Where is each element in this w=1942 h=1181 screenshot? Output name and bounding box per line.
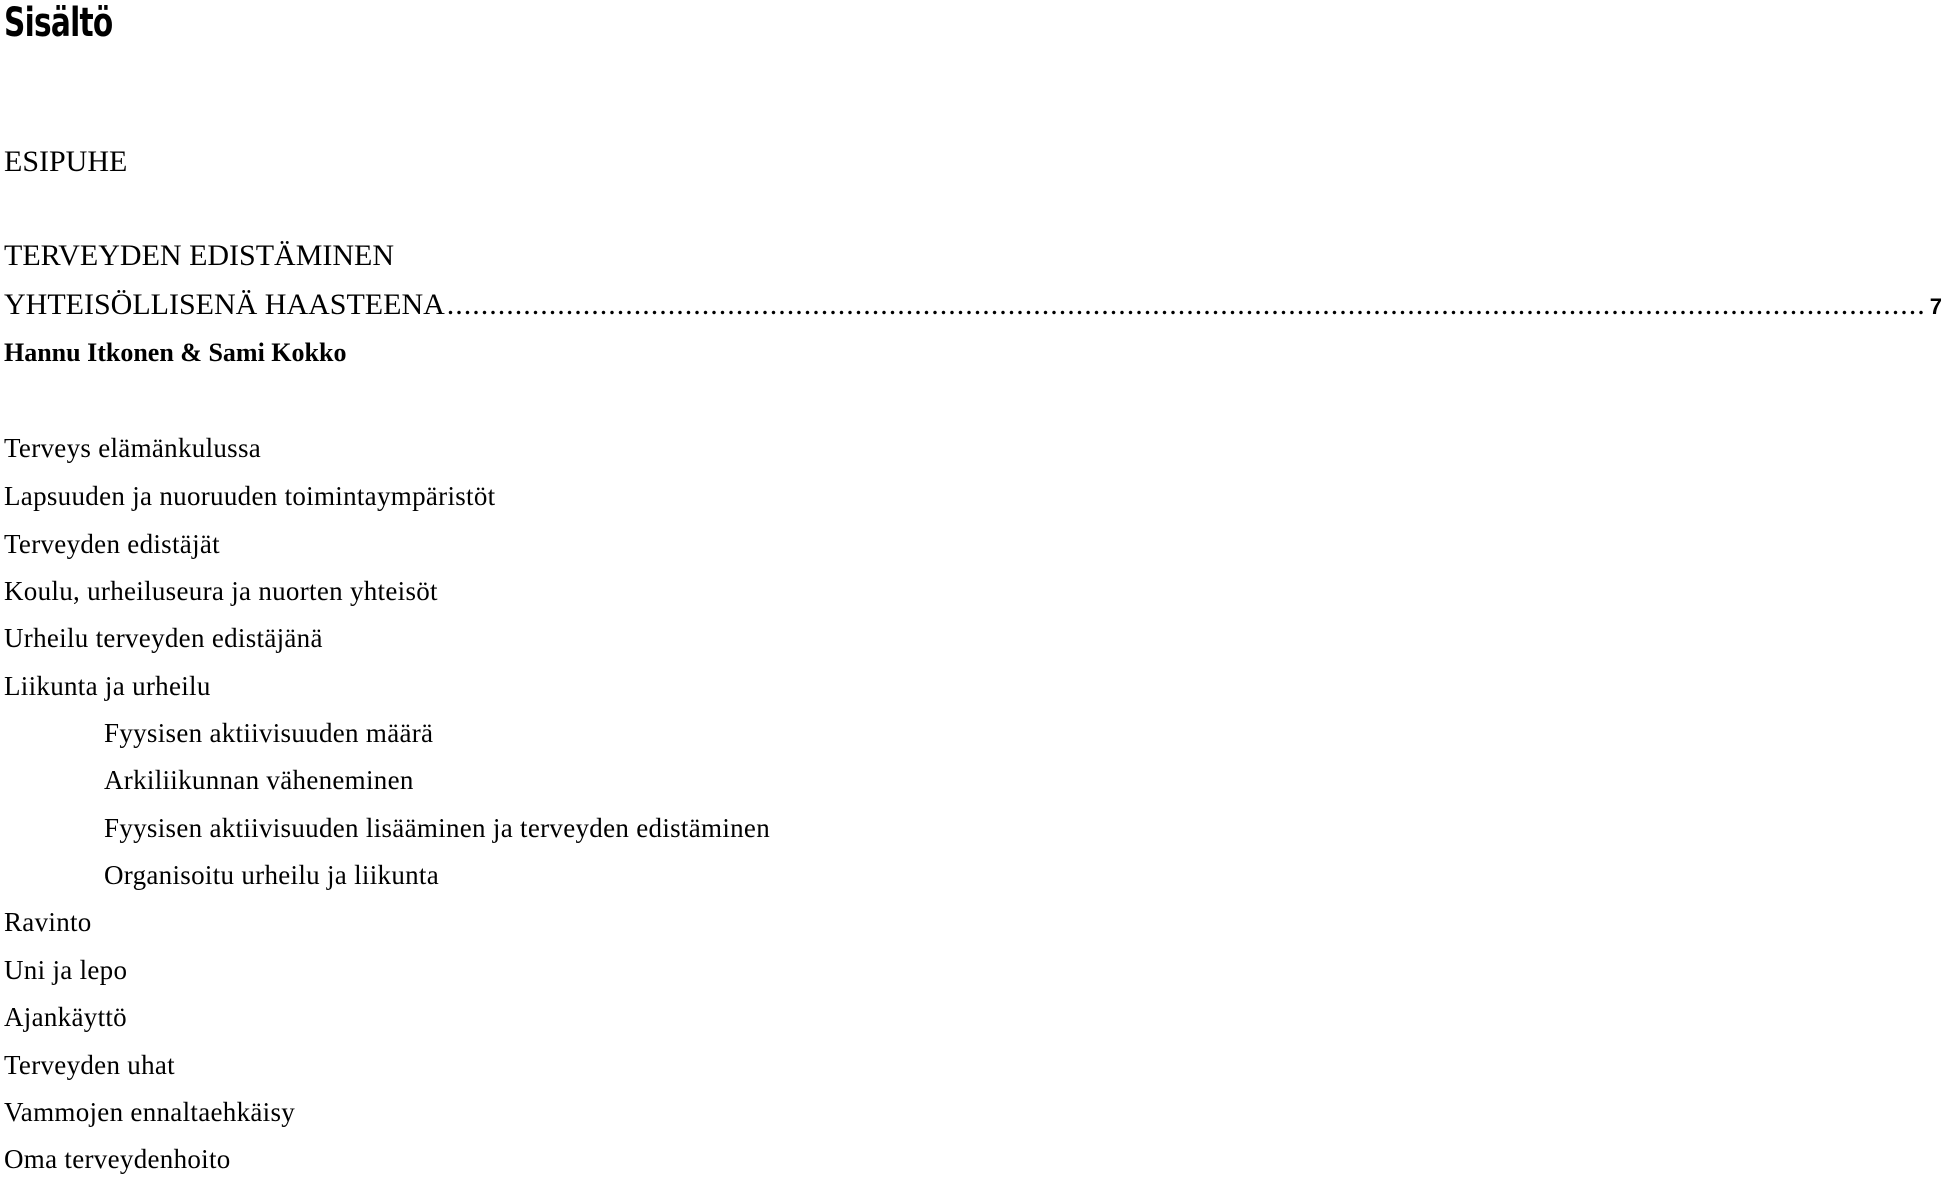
toc-subitem-aktiivisuuden-lisaaminen: Fyysisen aktiivisuuden lisääminen ja terveyden edistäminen (104, 813, 771, 843)
toc-item-urheilu-terveyden-edistajana: Urheilu terveyden edistäjänä (4, 623, 323, 653)
preface-heading: ESIPUHE (4, 145, 128, 178)
dot-leader: .............................................................................................................................................................................. (446, 288, 1926, 321)
toc-item-ajankaytto: Ajankäyttö (4, 1002, 127, 1032)
toc-item-toimintaymparistot: Lapsuuden ja nuoruuden toimintaympäristöt (4, 481, 496, 511)
toc-subitem-arkiliikunnan-vaheneminen: Arkiliikunnan väheneminen (104, 765, 414, 795)
toc-subitem-organisoitu-urheilu: Organisoitu urheilu ja liikunta (104, 860, 440, 890)
toc-subitem-aktiivisuuden-maara: Fyysisen aktiivisuuden määrä (104, 718, 434, 748)
chapter-heading-line2 (4, 288, 1942, 324)
page-number: 7 (1929, 294, 1942, 319)
chapter-authors: Hannu Itkonen & Sami Kokko (4, 338, 347, 367)
chapter-heading-text: YHTEISÖLLISENÄ HAASTEENA (4, 288, 445, 321)
toc-item-terveyden-edistajat: Terveyden edistäjät (4, 529, 220, 559)
toc-item-terveyden-uhat: Terveyden uhat (4, 1050, 175, 1080)
page-title: Sisältö (4, 0, 113, 46)
toc-item-oma-terveydenhoito: Oma terveydenhoito (4, 1144, 231, 1174)
toc-item-liikunta-ja-urheilu: Liikunta ja urheilu (4, 671, 211, 701)
toc-item-ravinto: Ravinto (4, 907, 92, 937)
toc-item-vammojen-ennaltaehkaisy: Vammojen ennaltaehkäisy (4, 1097, 296, 1127)
toc-item-koulu-urheiluseura: Koulu, urheiluseura ja nuorten yhteisöt (4, 576, 438, 606)
chapter-heading-line1: TERVEYDEN EDISTÄMINEN (4, 239, 395, 272)
toc-item-terveys-elamankulussa: Terveys elämänkulussa (4, 433, 262, 463)
toc-item-uni-ja-lepo: Uni ja lepo (4, 955, 128, 985)
